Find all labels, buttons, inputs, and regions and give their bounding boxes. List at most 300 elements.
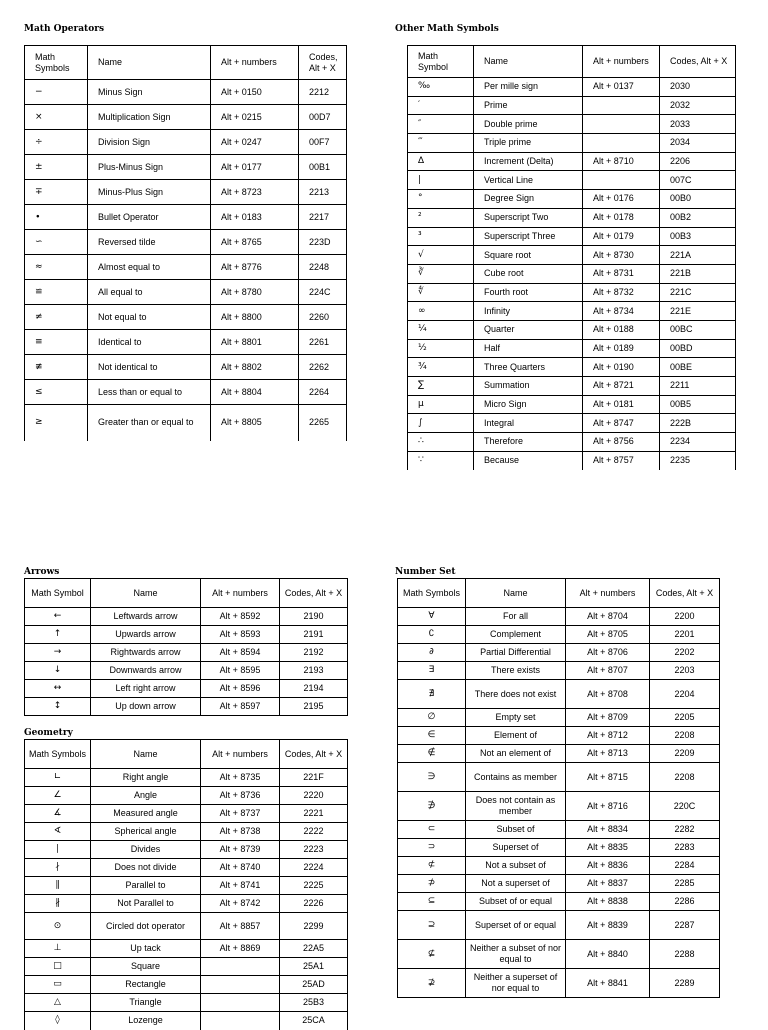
name-cell: Identical to [88, 330, 211, 355]
alt-numbers-cell: Alt + 8838 [566, 893, 650, 911]
symbol-cell: | [408, 171, 474, 190]
code-cell: 2193 [280, 662, 348, 680]
name-cell: Does not contain as member [466, 792, 566, 821]
name-cell: Fourth root [474, 283, 583, 302]
alt-numbers-cell: Alt + 0137 [583, 78, 660, 97]
table-row [25, 662, 348, 680]
symbol-cell: ≡ [25, 330, 88, 355]
table-row [25, 787, 348, 805]
alt-numbers-cell: Alt + 8836 [566, 857, 650, 875]
name-cell: Less than or equal to [88, 380, 211, 405]
alt-numbers-cell: Alt + 8707 [566, 662, 650, 680]
symbol-cell: ± [25, 155, 88, 180]
table-row [408, 208, 736, 227]
alt-numbers-cell: Alt + 0189 [583, 339, 660, 358]
table-row [25, 130, 347, 155]
column-header-symbol: Math Symbols [25, 46, 88, 80]
code-cell: 2205 [650, 709, 720, 727]
table-row [398, 644, 720, 662]
symbol-cell: ³ [408, 227, 474, 246]
name-cell: Reversed tilde [88, 230, 211, 255]
table-row [398, 940, 720, 969]
code-cell: 25B3 [280, 994, 348, 1012]
code-cell: 2226 [280, 895, 348, 913]
alt-numbers-cell: Alt + 8740 [201, 859, 280, 877]
code-cell: 2209 [650, 745, 720, 763]
code-cell: 2034 [660, 134, 736, 153]
table-row [25, 859, 348, 877]
table-row [25, 380, 347, 405]
symbol-cell: ° [408, 190, 474, 209]
symbol-cell: ⊃ [398, 839, 466, 857]
name-cell: Half [474, 339, 583, 358]
name-cell: Angle [91, 787, 201, 805]
table-row [25, 80, 347, 105]
table-row [408, 227, 736, 246]
table-row [398, 745, 720, 763]
code-cell: 2195 [280, 698, 348, 716]
table-row [408, 190, 736, 209]
alt-numbers-cell [583, 134, 660, 153]
code-cell: 00B3 [660, 227, 736, 246]
name-cell: Element of [466, 727, 566, 745]
table-row [25, 330, 347, 355]
name-cell: Upwards arrow [91, 626, 201, 644]
table-row [398, 969, 720, 998]
name-cell: Subset of or equal [466, 893, 566, 911]
column-header-name: Name [91, 740, 201, 769]
code-cell: 220C [650, 792, 720, 821]
table-row [25, 680, 348, 698]
alt-numbers-cell: Alt + 0188 [583, 320, 660, 339]
symbol-cell: ∴ [408, 433, 474, 452]
symbol-cell: ∓ [25, 180, 88, 205]
table-row [408, 264, 736, 283]
table-row [408, 171, 736, 190]
symbol-cell: ∉ [398, 745, 466, 763]
alt-numbers-cell: Alt + 8716 [566, 792, 650, 821]
code-cell: 2208 [650, 763, 720, 792]
code-cell: 2204 [650, 680, 720, 709]
name-cell: Measured angle [91, 805, 201, 823]
name-cell: Greater than or equal to [88, 405, 211, 441]
code-cell: 2283 [650, 839, 720, 857]
name-cell: Neither a superset of nor equal to [466, 969, 566, 998]
name-cell: Lozenge [91, 1012, 201, 1030]
code-cell: 2299 [280, 913, 348, 940]
alt-numbers-cell: Alt + 8801 [211, 330, 299, 355]
code-cell: 00B1 [299, 155, 347, 180]
table-row [408, 358, 736, 377]
code-cell: 2289 [650, 969, 720, 998]
code-cell: 00D7 [299, 105, 347, 130]
symbol-cell: ⊆ [398, 893, 466, 911]
symbol-cell: ∜ [408, 283, 474, 302]
name-cell: Up tack [91, 940, 201, 958]
math-operators-title: Math Operators [24, 24, 105, 34]
name-cell: Left right arrow [91, 680, 201, 698]
symbol-cell: ∤ [25, 859, 91, 877]
name-cell: Parallel to [91, 877, 201, 895]
name-cell: Superset of or equal [466, 911, 566, 940]
column-header-code: Codes, Alt + X [650, 579, 720, 608]
alt-numbers-cell: Alt + 0215 [211, 105, 299, 130]
code-cell: 2261 [299, 330, 347, 355]
symbol-cell: ≠ [25, 305, 88, 330]
alt-numbers-cell: Alt + 8723 [211, 180, 299, 205]
alt-numbers-cell: Alt + 0183 [211, 205, 299, 230]
symbol-cell: ← [25, 608, 91, 626]
name-cell: Minus-Plus Sign [88, 180, 211, 205]
alt-numbers-cell: Alt + 8840 [566, 940, 650, 969]
code-cell: 2201 [650, 626, 720, 644]
column-header-code: Codes, Alt + X [660, 46, 736, 78]
name-cell: Increment (Delta) [474, 152, 583, 171]
table-row [25, 1012, 348, 1030]
table-row [408, 152, 736, 171]
name-cell: Spherical angle [91, 823, 201, 841]
table-row [25, 940, 348, 958]
table-row [408, 451, 736, 470]
symbol-cell: ∁ [398, 626, 466, 644]
table-row [398, 857, 720, 875]
name-cell: Division Sign [88, 130, 211, 155]
alt-numbers-cell: Alt + 0150 [211, 80, 299, 105]
symbol-cell: ∅ [398, 709, 466, 727]
alt-numbers-cell: Alt + 8734 [583, 302, 660, 321]
name-cell: Double prime [474, 115, 583, 134]
code-cell: 2221 [280, 805, 348, 823]
code-cell: 007C [660, 171, 736, 190]
arrows-table [24, 578, 348, 716]
column-header-alt-numbers: Alt + numbers [566, 579, 650, 608]
table-row [25, 608, 348, 626]
name-cell: Not an element of [466, 745, 566, 763]
symbol-cell: ‴ [408, 134, 474, 153]
name-cell: For all [466, 608, 566, 626]
other-math-symbols-table [407, 45, 736, 470]
table-row [25, 205, 347, 230]
name-cell: Degree Sign [474, 190, 583, 209]
alt-numbers-cell: Alt + 8597 [201, 698, 280, 716]
alt-numbers-cell: Alt + 8839 [566, 911, 650, 940]
name-cell: Divides [91, 841, 201, 859]
symbol-cell: ≤ [25, 380, 88, 405]
table-row [25, 958, 348, 976]
code-cell: 00B5 [660, 395, 736, 414]
column-header-alt-numbers: Alt + numbers [211, 46, 299, 80]
code-cell: 25A1 [280, 958, 348, 976]
name-cell: Micro Sign [474, 395, 583, 414]
table-row [398, 792, 720, 821]
code-cell: 00BD [660, 339, 736, 358]
code-cell: 2213 [299, 180, 347, 205]
symbol-cell: ∈ [398, 727, 466, 745]
column-header-name: Name [88, 46, 211, 80]
symbol-cell: ⊂ [398, 821, 466, 839]
table-row [408, 115, 736, 134]
symbol-cell: ′ [408, 96, 474, 115]
alt-numbers-cell [201, 976, 280, 994]
symbol-cell: ¾ [408, 358, 474, 377]
alt-numbers-cell: Alt + 8742 [201, 895, 280, 913]
table-row [25, 805, 348, 823]
code-cell: 2265 [299, 405, 347, 441]
table-row [398, 608, 720, 626]
symbol-cell: ¼ [408, 320, 474, 339]
header-row [408, 46, 736, 78]
name-cell: Three Quarters [474, 358, 583, 377]
symbol-cell: ⊙ [25, 913, 91, 940]
code-cell: 2225 [280, 877, 348, 895]
alt-numbers-cell: Alt + 8780 [211, 280, 299, 305]
code-cell: 2264 [299, 380, 347, 405]
table-row [25, 626, 348, 644]
symbol-cell: ∄ [398, 680, 466, 709]
name-cell: Leftwards arrow [91, 608, 201, 626]
symbol-cell: ⊉ [398, 969, 466, 998]
symbol-cell: ◊ [25, 1012, 91, 1030]
alt-numbers-cell: Alt + 8730 [583, 246, 660, 265]
name-cell: Superscript Three [474, 227, 583, 246]
code-cell: 2190 [280, 608, 348, 626]
table-row [25, 994, 348, 1012]
alt-numbers-cell: Alt + 8710 [583, 152, 660, 171]
code-cell: 2288 [650, 940, 720, 969]
header-row [398, 579, 720, 608]
column-header-symbol: Math Symbol [408, 46, 474, 78]
name-cell: There does not exist [466, 680, 566, 709]
column-header-alt-numbers: Alt + numbers [201, 579, 280, 608]
code-cell: 221E [660, 302, 736, 321]
alt-numbers-cell: Alt + 8835 [566, 839, 650, 857]
column-header-alt-numbers: Alt + numbers [583, 46, 660, 78]
symbol-cell: ∽ [25, 230, 88, 255]
table-row [398, 839, 720, 857]
code-cell: 00BC [660, 320, 736, 339]
table-row [398, 875, 720, 893]
alt-numbers-cell: Alt + 0177 [211, 155, 299, 180]
geometry-table [24, 739, 348, 1030]
code-cell: 2224 [280, 859, 348, 877]
code-cell: 2212 [299, 80, 347, 105]
table-row [25, 305, 347, 330]
table-row [408, 246, 736, 265]
table-row [25, 255, 347, 280]
name-cell: Multiplication Sign [88, 105, 211, 130]
code-cell: 00B2 [660, 208, 736, 227]
table-row [398, 626, 720, 644]
code-cell: 2234 [660, 433, 736, 452]
symbol-cell: ∂ [398, 644, 466, 662]
name-cell: Partial Differential [466, 644, 566, 662]
arrows-title: Arrows [24, 567, 60, 577]
table-row [408, 302, 736, 321]
code-cell: 2200 [650, 608, 720, 626]
alt-numbers-cell: Alt + 8805 [211, 405, 299, 441]
alt-numbers-cell: Alt + 8739 [201, 841, 280, 859]
code-cell: 2211 [660, 377, 736, 396]
name-cell: All equal to [88, 280, 211, 305]
code-cell: 25CA [280, 1012, 348, 1030]
symbol-cell: ↔ [25, 680, 91, 698]
alt-numbers-cell [583, 96, 660, 115]
table-row [25, 644, 348, 662]
symbol-cell: □ [25, 958, 91, 976]
alt-numbers-cell: Alt + 0176 [583, 190, 660, 209]
alt-numbers-cell: Alt + 8594 [201, 644, 280, 662]
name-cell: Integral [474, 414, 583, 433]
symbol-cell: ∀ [398, 608, 466, 626]
column-header-code: Codes, Alt + X [280, 579, 348, 608]
table-row [398, 763, 720, 792]
symbol-cell: ∛ [408, 264, 474, 283]
name-cell: Minus Sign [88, 80, 211, 105]
alt-numbers-cell: Alt + 8592 [201, 608, 280, 626]
alt-numbers-cell: Alt + 8857 [201, 913, 280, 940]
symbol-cell: ∫ [408, 414, 474, 433]
name-cell: Bullet Operator [88, 205, 211, 230]
table-row [408, 395, 736, 414]
table-row [408, 339, 736, 358]
symbol-cell: ∟ [25, 769, 91, 787]
symbol-cell: ≌ [25, 280, 88, 305]
table-row [398, 709, 720, 727]
symbol-cell: ⊄ [398, 857, 466, 875]
column-header-symbol: Math Symbols [398, 579, 466, 608]
alt-numbers-cell: Alt + 0181 [583, 395, 660, 414]
name-cell: Superscript Two [474, 208, 583, 227]
table-row [25, 877, 348, 895]
name-cell: Up down arrow [91, 698, 201, 716]
alt-numbers-cell: Alt + 8713 [566, 745, 650, 763]
column-header-code: Codes, Alt + X [280, 740, 348, 769]
table-row [408, 96, 736, 115]
geometry-title: Geometry [24, 728, 73, 738]
alt-numbers-cell: Alt + 8765 [211, 230, 299, 255]
column-header-code: Codes, Alt + X [299, 46, 347, 80]
symbol-cell: ∡ [25, 805, 91, 823]
table-row [25, 913, 348, 940]
alt-numbers-cell: Alt + 8735 [201, 769, 280, 787]
name-cell: Subset of [466, 821, 566, 839]
code-cell: 2223 [280, 841, 348, 859]
symbol-cell: ∋ [398, 763, 466, 792]
symbol-cell: √ [408, 246, 474, 265]
name-cell: Contains as member [466, 763, 566, 792]
name-cell: Complement [466, 626, 566, 644]
symbol-cell: − [25, 80, 88, 105]
name-cell: Per mille sign [474, 78, 583, 97]
table-row [25, 155, 347, 180]
number-set-table [397, 578, 720, 998]
name-cell: Prime [474, 96, 583, 115]
code-cell: 2285 [650, 875, 720, 893]
table-row [25, 698, 348, 716]
code-cell: 221B [660, 264, 736, 283]
symbol-cell: ∞ [408, 302, 474, 321]
name-cell: Almost equal to [88, 255, 211, 280]
alt-numbers-cell: Alt + 0178 [583, 208, 660, 227]
code-cell: 2208 [650, 727, 720, 745]
symbol-cell: ↑ [25, 626, 91, 644]
symbol-cell: ⊈ [398, 940, 466, 969]
table-row [398, 911, 720, 940]
code-cell: 2248 [299, 255, 347, 280]
table-row [408, 283, 736, 302]
alt-numbers-cell: Alt + 0247 [211, 130, 299, 155]
symbol-cell: ∥ [25, 877, 91, 895]
symbol-cell: ≈ [25, 255, 88, 280]
code-cell: 2220 [280, 787, 348, 805]
code-cell: 2206 [660, 152, 736, 171]
header-row [25, 46, 347, 80]
alt-numbers-cell: Alt + 0179 [583, 227, 660, 246]
alt-numbers-cell: Alt + 8869 [201, 940, 280, 958]
table-row [408, 134, 736, 153]
alt-numbers-cell: Alt + 8738 [201, 823, 280, 841]
alt-numbers-cell: Alt + 8715 [566, 763, 650, 792]
name-cell: Square root [474, 246, 583, 265]
name-cell: Not identical to [88, 355, 211, 380]
alt-numbers-cell: Alt + 8595 [201, 662, 280, 680]
name-cell: Quarter [474, 320, 583, 339]
symbol-cell: × [25, 105, 88, 130]
name-cell: Summation [474, 377, 583, 396]
code-cell: 2202 [650, 644, 720, 662]
code-cell: 00B0 [660, 190, 736, 209]
alt-numbers-cell: Alt + 8834 [566, 821, 650, 839]
alt-numbers-cell: Alt + 8708 [566, 680, 650, 709]
name-cell: Right angle [91, 769, 201, 787]
code-cell: 222B [660, 414, 736, 433]
name-cell: Vertical Line [474, 171, 583, 190]
name-cell: Rectangle [91, 976, 201, 994]
alt-numbers-cell: Alt + 8800 [211, 305, 299, 330]
code-cell: 22A5 [280, 940, 348, 958]
table-row [25, 895, 348, 913]
name-cell: Superset of [466, 839, 566, 857]
name-cell: Triangle [91, 994, 201, 1012]
table-row [398, 727, 720, 745]
code-cell: 2192 [280, 644, 348, 662]
alt-numbers-cell: Alt + 8747 [583, 414, 660, 433]
symbol-cell: ∃ [398, 662, 466, 680]
header-row [25, 579, 348, 608]
symbol-cell: ∵ [408, 451, 474, 470]
math-operators-table [24, 45, 347, 441]
symbol-cell: ≢ [25, 355, 88, 380]
code-cell: 2287 [650, 911, 720, 940]
code-cell: 2033 [660, 115, 736, 134]
table-row [25, 976, 348, 994]
code-cell: 2203 [650, 662, 720, 680]
column-header-name: Name [474, 46, 583, 78]
symbol-cell: ″ [408, 115, 474, 134]
code-cell: 2030 [660, 78, 736, 97]
symbol-cell: ↕ [25, 698, 91, 716]
code-cell: 221A [660, 246, 736, 265]
code-cell: 2222 [280, 823, 348, 841]
code-cell: 2262 [299, 355, 347, 380]
alt-numbers-cell: Alt + 8705 [566, 626, 650, 644]
alt-numbers-cell: Alt + 8737 [201, 805, 280, 823]
alt-numbers-cell [583, 115, 660, 134]
alt-numbers-cell: Alt + 8841 [566, 969, 650, 998]
number-set-title: Number Set [395, 567, 456, 577]
alt-numbers-cell: Alt + 8736 [201, 787, 280, 805]
code-cell: 2194 [280, 680, 348, 698]
